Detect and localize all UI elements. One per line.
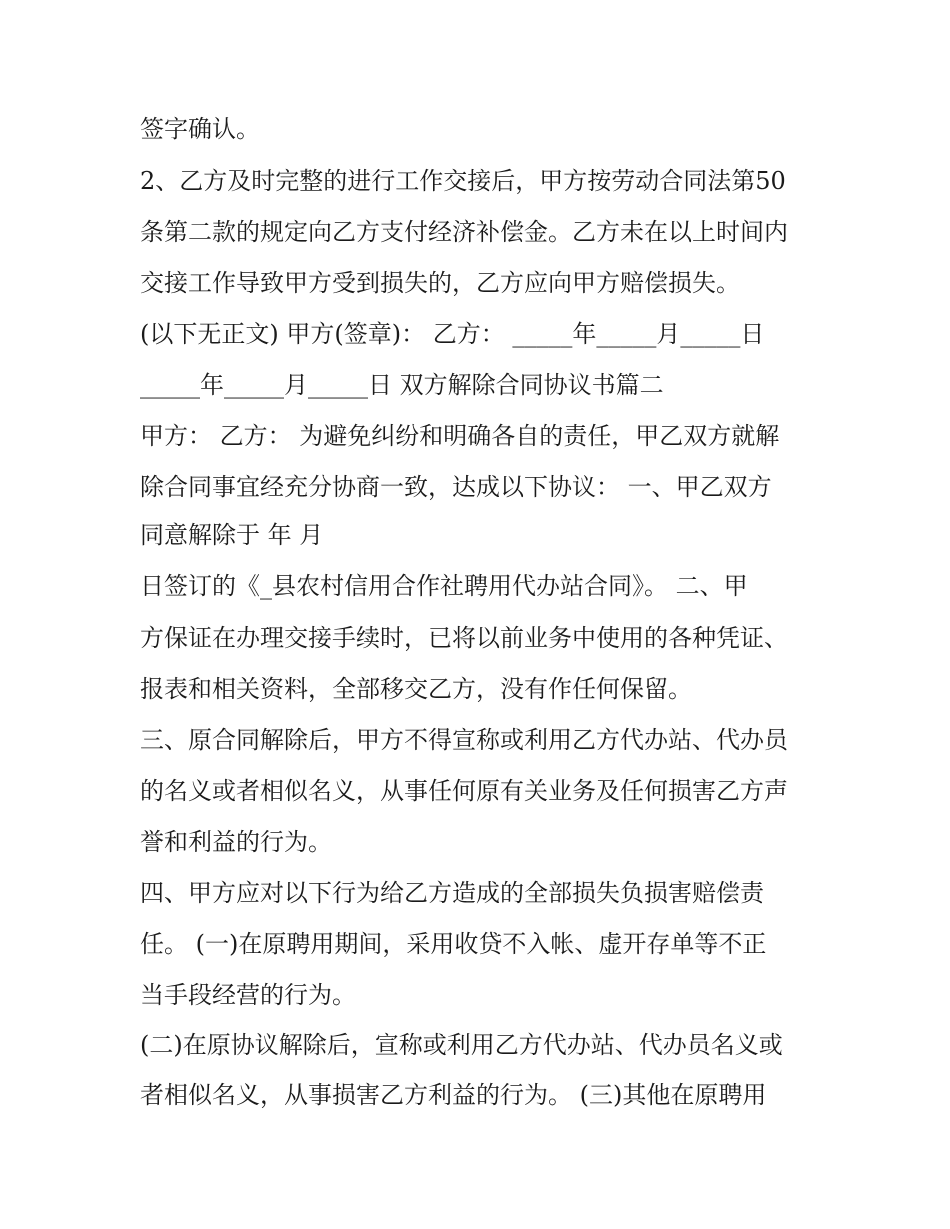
text-line: 方保证在办理交接手续时，已将以前业务中使用的各种凭证、 [140, 624, 788, 652]
text-line: 交接工作导致甲方受到损失的，乙方应向甲方赔偿损失。 [140, 269, 740, 297]
text-line: 任。 (一)在原聘用期间，采用收贷不入帐、虚开存单等不正 [140, 930, 767, 958]
text-line: 2、乙方及时完整的进行工作交接后，甲方按劳动合同法第50 [140, 167, 786, 195]
text-line: 者相似名义，从事损害乙方利益的行为。 (三)其他在原聘用 [140, 1081, 767, 1109]
text-line: 日签订的《_县农村信用合作社聘用代办站合同》。 二、甲 [140, 572, 748, 600]
text-line: _____年_____月_____日 双方解除合同协议书篇二 [140, 371, 664, 399]
text-line: 同意解除于 年 月 [140, 521, 324, 549]
text-line: 的名义或者相似名义，从事任何原有关业务及任何损害乙方声 [140, 777, 788, 805]
text-line: 甲方： 乙方： 为避免纠纷和明确各自的责任，甲乙双方就解 [140, 422, 780, 450]
text-line: (二)在原协议解除后，宣称或利用乙方代办站、代办员名义或 [140, 1031, 783, 1059]
text-line: 签字确认。 [140, 115, 260, 143]
text-line: 条第二款的规定向乙方支付经济补偿金。乙方未在以上时间内 [140, 218, 788, 246]
text-line: (以下无正文) 甲方(签章)： 乙方： _____年_____月_____日 [140, 320, 765, 348]
text-line: 四、甲方应对以下行为给乙方造成的全部损失负损害赔偿责 [140, 879, 764, 907]
text-line: 除合同事宜经充分协商一致，达成以下协议： 一、甲乙双方 [140, 473, 772, 501]
text-line: 三、原合同解除后，甲方不得宣称或利用乙方代办站、代办员 [140, 726, 788, 754]
text-line: 当手段经营的行为。 [140, 981, 356, 1009]
text-line: 报表和相关资料，全部移交乙方，没有作任何保留。 [140, 675, 692, 703]
text-line: 誉和利益的行为。 [140, 828, 332, 856]
